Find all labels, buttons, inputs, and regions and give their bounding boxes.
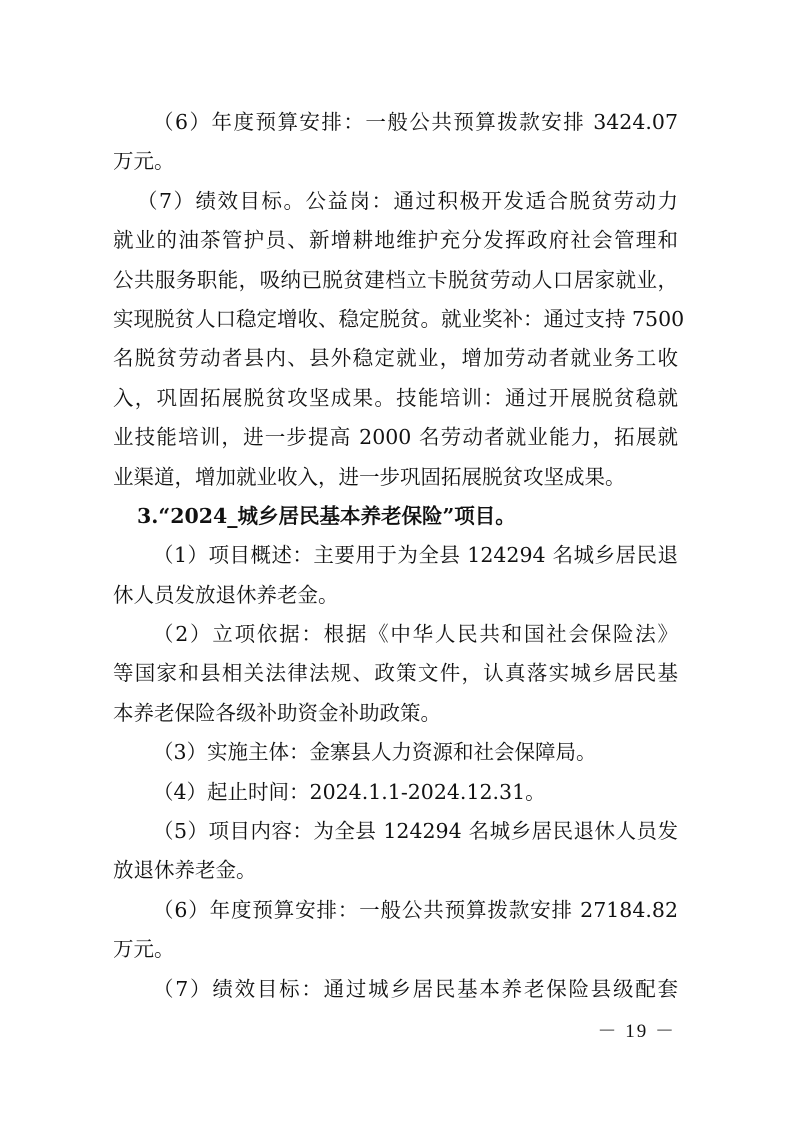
paragraph-line-5: 公共服务职能，吸纳已脱贫建档立卡脱贫劳动人口居家就业， [113, 267, 678, 292]
document-body [113, 103, 685, 1009]
paragraph-line-22: 万元。 [113, 937, 175, 962]
paragraph-line-17: （3）实施主体：金寨县人力资源和社会保障局。 [153, 740, 597, 765]
paragraph-line-1: （6）年度预算安排：一般公共预算拨款安排 3424.07 [153, 110, 678, 134]
paragraph-line-4: 就业的油茶管护员、新增耕地维护充分发挥政府社会管理和 [113, 228, 678, 253]
paragraph-line-15: 等国家和县相关法律法规、政策文件，认真落实城乡居民基 [113, 661, 678, 686]
paragraph-line-2: 万元。 [113, 149, 175, 174]
paragraph-line-9: 业技能培训，进一步提高 2000 名劳动者就业能力，拓展就 [113, 425, 678, 450]
paragraph-line-19: （5）项目内容：为全县 124294 名城乡居民退休人员发 [153, 819, 678, 844]
paragraph-line-16: 本养老保险各级补助资金补助政策。 [113, 700, 441, 725]
paragraph-line-18: （4）起止时间：2024.1.1-2024.12.31。 [153, 779, 546, 804]
paragraph-line-14: （2）立项依据：根据《中华人民共和国社会保险法》 [153, 622, 678, 647]
page-number: － 19 － [597, 1021, 676, 1042]
paragraph-line-21: （6）年度预算安排：一般公共预算拨款安排 27184.82 [153, 897, 678, 922]
paragraph-line-10: 业渠道，增加就业收入，进一步巩固拓展脱贫攻坚成果。 [113, 464, 626, 489]
paragraph-line-13: 休人员发放退休养老金。 [113, 582, 339, 607]
paragraph-line-7: 名脱贫劳动者县内、县外稳定就业，增加劳动者就业务工收 [113, 346, 678, 371]
paragraph-line-6: 实现脱贫人口稳定增收、稳定脱贫。就业奖补：通过支持 7500 [113, 306, 685, 331]
paragraph-line-20: 放退休养老金。 [113, 858, 257, 883]
paragraph-line-8: 入，巩固拓展脱贫攻坚成果。技能培训：通过开展脱贫稳就 [113, 385, 678, 410]
paragraph-line-23: （7）绩效目标：通过城乡居民基本养老保险县级配套 [153, 976, 678, 1001]
paragraph-line-12: （1）项目概述：主要用于为全县 124294 名城乡居民退 [153, 543, 678, 568]
paragraph-line-3: （7）绩效目标。公益岗：通过积极开发适合脱贫劳动力 [137, 188, 678, 213]
section-heading: 3.“2024_城乡居民基本养老保险”项目。 [137, 503, 516, 528]
